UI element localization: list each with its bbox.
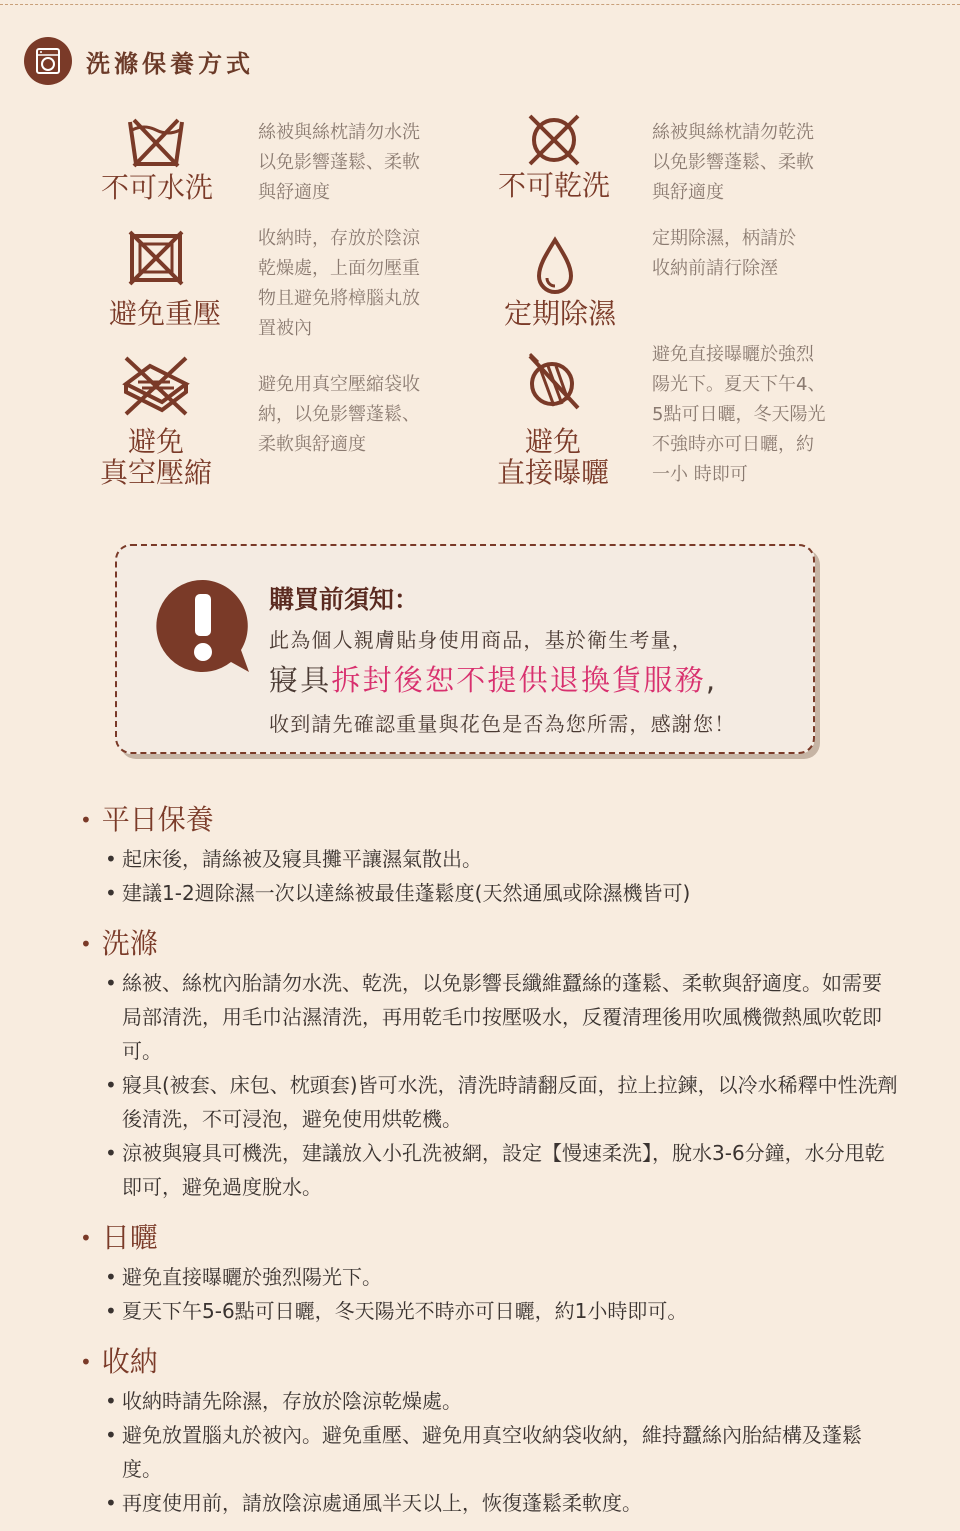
notice-line-hygiene: 此為個人親膚貼身使用商品，基於衛生考量，	[269, 628, 693, 652]
guide-list-item-text: 避免直接曝曬於強烈陽光下。	[122, 1265, 382, 1289]
guide-list-item-text: 起床後，請絲被及寢具攤平讓濕氣散出。	[122, 847, 482, 871]
section-header	[24, 37, 254, 85]
notice-line-no-return	[269, 658, 717, 699]
guide-section-title	[80, 1216, 900, 1260]
bullet-dot-icon: •	[80, 932, 92, 956]
guide-list-item	[80, 966, 900, 1068]
bullet-dot-icon: •	[105, 847, 117, 871]
care-desc-line: 以免影響蓬鬆、柔軟	[258, 152, 420, 173]
care-desc-no-dryclean	[652, 118, 814, 208]
guide-list-item-text: 夏天下午5-6點可日曬，冬天陽光不時亦可日曬，約1小時即可。	[122, 1299, 688, 1323]
guide-list-item	[80, 842, 900, 876]
bullet-dot-icon: •	[105, 1423, 117, 1447]
guide-list-item	[80, 1294, 900, 1328]
purchase-notice-box	[115, 544, 815, 754]
care-desc-line: 陽光下。夏天下午4、	[652, 374, 826, 395]
notice-line2-prefix: 寢具	[269, 663, 332, 697]
no-direct-sun-icon	[520, 350, 584, 418]
no-water-wash-icon	[126, 114, 186, 178]
care-label-no-wash	[96, 172, 218, 203]
care-desc-line: 與舒適度	[258, 182, 330, 203]
washing-machine-icon	[24, 37, 72, 85]
care-desc-no-vacuum	[258, 370, 420, 460]
care-desc-line: 避免直接曝曬於強烈	[652, 344, 814, 365]
care-desc-line: 收納前請行除溼	[652, 258, 778, 279]
guide-section	[80, 1340, 900, 1520]
bullet-dot-icon: •	[105, 1299, 117, 1323]
bullet-dot-icon: •	[105, 881, 117, 905]
care-desc-line: 定期除濕，柄請於	[652, 228, 796, 249]
care-desc-no-wash	[258, 118, 420, 208]
care-label-line: 避免	[524, 425, 581, 458]
care-desc-line: 5點可日曬，冬天陽光	[652, 404, 826, 425]
guide-list-item-text: 涼被與寢具可機洗，建議放入小孔洗被網，設定【慢速柔洗】，脫水3-6分鐘，水分甩乾即可，避免過度脫水。	[122, 1141, 885, 1199]
guide-list-item	[80, 1136, 900, 1204]
guide-list-item-text: 寢具(被套、床包、枕頭套)皆可水洗，清洗時請翻反面，拉上拉鍊，以冷水稀釋中性洗劑後清洗，不可浸泡，避免使用烘乾機。	[122, 1073, 898, 1131]
care-label-no-vacuum	[94, 426, 218, 488]
bullet-dot-icon: •	[80, 808, 92, 832]
care-label-line: 不可水洗	[100, 171, 213, 204]
guide-list-item	[80, 1418, 900, 1486]
care-label-line: 不可乾洗	[497, 169, 610, 202]
care-desc-line: 避免用真空壓縮袋收	[258, 374, 420, 395]
care-label-line: 真空壓縮	[99, 456, 212, 489]
care-label-line: 避免	[127, 425, 184, 458]
bullet-dot-icon: •	[105, 1491, 117, 1515]
care-desc-line: 以免影響蓬鬆、柔軟	[652, 152, 814, 173]
notice-line2-highlight: 拆封後恕不提供退換貨服務	[331, 663, 706, 697]
care-desc-line: 柔軟與舒適度	[258, 434, 366, 455]
care-desc-line: 收納時，存放於陰涼	[258, 228, 420, 249]
bullet-dot-icon: •	[80, 1350, 92, 1374]
notice-line-confirm: 收到請先確認重量與花色是否為您所需，感謝您！	[269, 712, 736, 736]
care-desc-line: 與舒適度	[652, 182, 724, 203]
bullet-dot-icon: •	[105, 1141, 117, 1165]
care-label-no-dryclean	[493, 170, 615, 201]
guide-list-item	[80, 1486, 900, 1520]
care-label-line: 避免重壓	[108, 297, 221, 330]
exclamation-speech-icon	[153, 578, 253, 678]
care-desc-no-sun	[652, 340, 825, 490]
care-label-dehumidify	[499, 298, 621, 329]
guide-section	[80, 798, 900, 910]
care-label-no-press	[104, 298, 226, 329]
care-desc-line: 物且避免將樟腦丸放	[258, 288, 420, 309]
notice-line2-suffix: ,	[705, 663, 718, 697]
guide-section-title	[80, 798, 900, 842]
guide-section	[80, 922, 900, 1204]
guide-section-title-text: 洗滌	[101, 927, 158, 960]
no-vacuum-compress-icon	[120, 354, 192, 422]
no-dry-clean-icon	[524, 110, 584, 174]
guide-section-title-text: 日曬	[101, 1221, 158, 1254]
guide-list-item-text: 絲被、絲枕內胎請勿水洗、乾洗，以免影響長纖維蠶絲的蓬鬆、柔軟與舒適度。如需要局部清洗，用毛巾沾濕清洗，再用乾毛巾按壓吸水，反覆清理後用吹風機微熱風吹乾即可。	[122, 971, 882, 1063]
care-label-line: 直接曝曬	[496, 456, 609, 489]
guide-list-item-text: 避免放置腦丸於被內。避免重壓、避免用真空收納袋收納，維持蠶絲內胎結構及蓬鬆度。	[122, 1423, 862, 1481]
guide-list-item-text: 建議1-2週除濕一次以達絲被最佳蓬鬆度(天然通風或除濕機皆可)	[122, 881, 691, 905]
care-desc-no-press	[258, 224, 420, 344]
no-heavy-press-icon	[126, 228, 186, 292]
section-title: 洗滌保養方式	[86, 49, 254, 78]
top-dashed-divider	[0, 4, 960, 5]
guide-list-item	[80, 1384, 900, 1418]
care-desc-line: 置被內	[258, 318, 312, 339]
care-label-no-sun	[491, 426, 615, 488]
care-desc-line: 絲被與絲枕請勿乾洗	[652, 122, 814, 143]
bullet-dot-icon: •	[105, 1389, 117, 1413]
water-drop-icon	[533, 236, 577, 300]
bullet-dot-icon: •	[105, 1265, 117, 1289]
guide-list-item	[80, 1068, 900, 1136]
bullet-dot-icon: •	[80, 1226, 92, 1250]
care-desc-line: 一小 時即可	[652, 464, 748, 485]
care-desc-line: 納，以免影響蓬鬆、	[258, 404, 420, 425]
bullet-dot-icon: •	[105, 1073, 117, 1097]
care-desc-line: 不強時亦可日曬，約	[652, 434, 814, 455]
guide-list-item	[80, 876, 900, 910]
guide-list-item-text: 收納時請先除濕，存放於陰涼乾燥處。	[122, 1389, 462, 1413]
guide-list-item	[80, 1260, 900, 1294]
care-label-line: 定期除濕	[503, 297, 616, 330]
guide-section-title	[80, 922, 900, 966]
guide-section-title-text: 平日保養	[101, 803, 214, 836]
bullet-dot-icon: •	[105, 971, 117, 995]
guide-section-title	[80, 1340, 900, 1384]
care-desc-line: 乾燥處，上面勿壓重	[258, 258, 420, 279]
guide-section-title-text: 收納	[101, 1345, 158, 1378]
guide-list-item-text: 再度使用前，請放陰涼處通風半天以上，恢復蓬鬆柔軟度。	[122, 1491, 642, 1515]
care-desc-dehumidify	[652, 224, 796, 284]
notice-title: 購買前須知：	[269, 585, 420, 614]
guide-section	[80, 1216, 900, 1328]
care-desc-line: 絲被與絲枕請勿水洗	[258, 122, 420, 143]
care-guide	[80, 798, 900, 1530]
